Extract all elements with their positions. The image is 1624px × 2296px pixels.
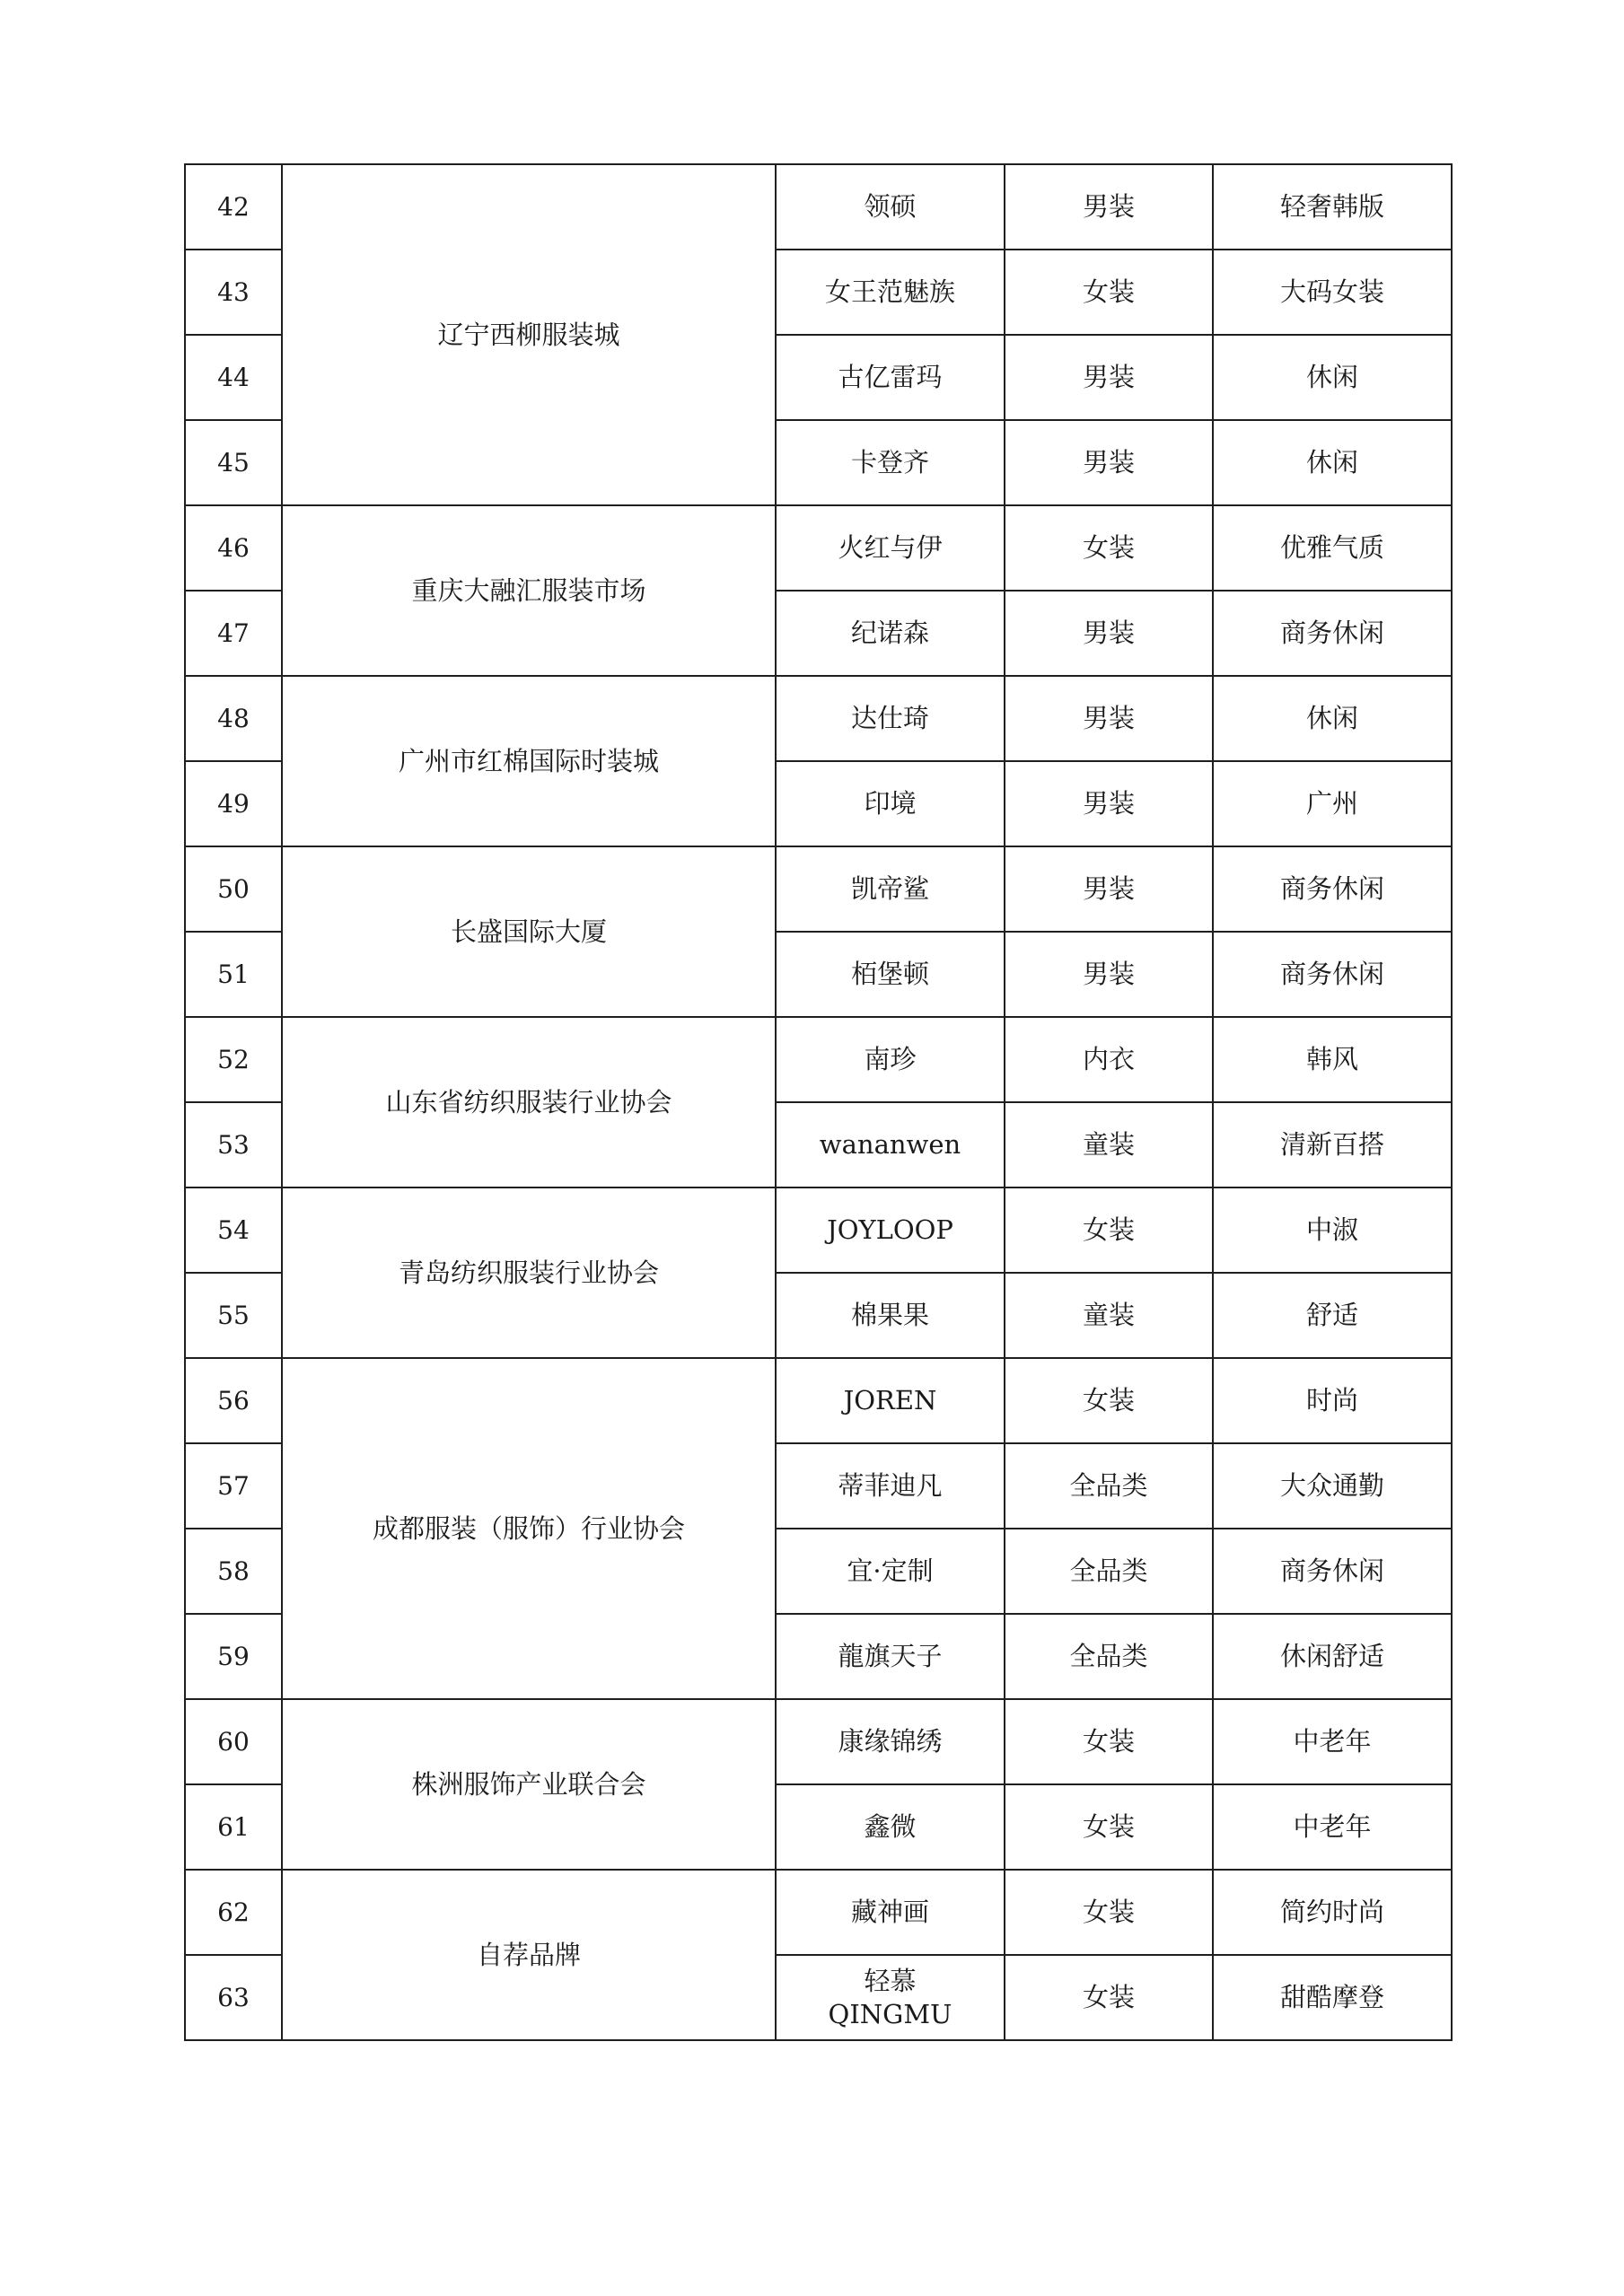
recommending-unit: 山东省纺织服装行业协会 [282,1017,776,1187]
brand-name-line: 棉果果 [850,1300,929,1331]
brand-name-line: JOYLOOP [827,1214,953,1246]
brand-style: 简约时尚 [1213,1870,1452,1955]
brand-style: 休闲舒适 [1213,1614,1452,1699]
row-number: 55 [185,1273,282,1358]
brand-name-line: 龍旗天子 [838,1641,943,1672]
row-number: 46 [185,505,282,591]
brand-name-line: 宜·定制 [847,1555,934,1587]
brand-name [776,335,1005,420]
row-number: 56 [185,1358,282,1443]
brand-style: 休闲 [1213,420,1452,505]
brand-name [776,1614,1005,1699]
recommending-unit: 重庆大融汇服装市场 [282,505,776,676]
row-number: 51 [185,932,282,1017]
row-number: 42 [185,164,282,250]
brand-name [776,1443,1005,1529]
brand-name-line: 火红与伊 [838,532,943,564]
brand-name-line: 轻慕 [864,1966,917,1997]
brand-name-line: QINGMU [828,1998,952,2029]
recommending-unit: 自荐品牌 [282,1870,776,2040]
brand-category: 男装 [1005,335,1213,420]
table-row [185,846,1452,932]
brand-name-line: 女王范魅族 [824,276,955,308]
recommending-unit: 成都服装（服饰）行业协会 [282,1358,776,1699]
row-number: 57 [185,1443,282,1529]
brand-category: 全品类 [1005,1529,1213,1614]
brand-category: 男装 [1005,591,1213,676]
brand-category: 男装 [1005,164,1213,250]
brand-name [776,1102,1005,1187]
brand-category: 女装 [1005,505,1213,591]
brand-style: 商务休闲 [1213,846,1452,932]
row-number: 62 [185,1870,282,1955]
brand-list-table [184,163,1453,2041]
brand-style: 大众通勤 [1213,1443,1452,1529]
brand-name-line: 印境 [864,788,917,819]
brand-name [776,164,1005,250]
brand-name [776,1870,1005,1955]
recommending-unit: 广州市红棉国际时装城 [282,676,776,846]
brand-name-line: 卡登齐 [850,447,929,478]
row-number: 63 [185,1955,282,2040]
brand-name-line: 领硕 [864,191,917,223]
brand-name [776,1273,1005,1358]
brand-category: 女装 [1005,1187,1213,1273]
brand-name-line: 藏神画 [850,1897,929,1928]
table-row [185,676,1452,761]
brand-name-line: wananwen [819,1129,961,1161]
brand-category: 男装 [1005,761,1213,846]
brand-style: 中老年 [1213,1699,1452,1784]
brand-name [776,250,1005,335]
brand-name [776,1955,1005,2040]
brand-name [776,1529,1005,1614]
brand-name [776,761,1005,846]
brand-name-line: 栢堡顿 [850,959,929,990]
recommending-unit: 长盛国际大厦 [282,846,776,1017]
brand-name [776,1784,1005,1870]
table-row [185,1358,1452,1443]
brand-style: 优雅气质 [1213,505,1452,591]
brand-name [776,676,1005,761]
row-number: 53 [185,1102,282,1187]
row-number: 58 [185,1529,282,1614]
brand-style: 商务休闲 [1213,1529,1452,1614]
brand-table-body [185,164,1452,2040]
brand-name [776,1358,1005,1443]
brand-style: 中老年 [1213,1784,1452,1870]
brand-category: 男装 [1005,846,1213,932]
brand-style: 广州 [1213,761,1452,846]
brand-style: 休闲 [1213,676,1452,761]
brand-style: 清新百搭 [1213,1102,1452,1187]
brand-name [776,591,1005,676]
brand-category: 女装 [1005,1699,1213,1784]
brand-style: 大码女装 [1213,250,1452,335]
recommending-unit: 株洲服饰产业联合会 [282,1699,776,1870]
row-number: 61 [185,1784,282,1870]
brand-name-line: 古亿雷玛 [838,362,943,393]
brand-category: 全品类 [1005,1614,1213,1699]
brand-name-line: JOREN [843,1385,937,1416]
brand-style: 时尚 [1213,1358,1452,1443]
brand-style: 舒适 [1213,1273,1452,1358]
brand-style: 甜酷摩登 [1213,1955,1452,2040]
brand-category: 女装 [1005,1955,1213,2040]
brand-name [776,846,1005,932]
recommending-unit: 青岛纺织服装行业协会 [282,1187,776,1358]
brand-style: 休闲 [1213,335,1452,420]
brand-name [776,932,1005,1017]
brand-name-line: 蒂菲迪凡 [838,1470,943,1502]
row-number: 49 [185,761,282,846]
brand-name [776,505,1005,591]
brand-category: 全品类 [1005,1443,1213,1529]
brand-category: 男装 [1005,420,1213,505]
brand-name [776,1017,1005,1102]
brand-category: 男装 [1005,676,1213,761]
brand-name [776,420,1005,505]
brand-style: 韩风 [1213,1017,1452,1102]
brand-category: 女装 [1005,250,1213,335]
brand-style: 商务休闲 [1213,591,1452,676]
table-row [185,1187,1452,1273]
row-number: 48 [185,676,282,761]
row-number: 60 [185,1699,282,1784]
row-number: 47 [185,591,282,676]
row-number: 44 [185,335,282,420]
recommending-unit: 辽宁西柳服装城 [282,164,776,505]
brand-name-line: 凯帝鲨 [850,873,929,905]
row-number: 54 [185,1187,282,1273]
table-row [185,505,1452,591]
row-number: 59 [185,1614,282,1699]
brand-category: 女装 [1005,1784,1213,1870]
brand-category: 童装 [1005,1273,1213,1358]
row-number: 43 [185,250,282,335]
brand-style: 轻奢韩版 [1213,164,1452,250]
table-row [185,1017,1452,1102]
brand-name-line: 纪诺森 [850,618,929,649]
brand-style: 商务休闲 [1213,932,1452,1017]
row-number: 50 [185,846,282,932]
row-number: 52 [185,1017,282,1102]
table-row [185,1870,1452,1955]
table-row [185,1699,1452,1784]
row-number: 45 [185,420,282,505]
brand-category: 女装 [1005,1870,1213,1955]
brand-name [776,1699,1005,1784]
brand-style: 中淑 [1213,1187,1452,1273]
brand-name-line: 南珍 [864,1044,917,1075]
brand-name-line: 康缘锦绣 [838,1726,943,1757]
brand-category: 男装 [1005,932,1213,1017]
brand-name [776,1187,1005,1273]
brand-name-line: 达仕琦 [850,703,929,734]
brand-category: 内衣 [1005,1017,1213,1102]
brand-category: 童装 [1005,1102,1213,1187]
brand-category: 女装 [1005,1358,1213,1443]
table-row [185,164,1452,250]
brand-name-line: 鑫微 [864,1811,917,1843]
